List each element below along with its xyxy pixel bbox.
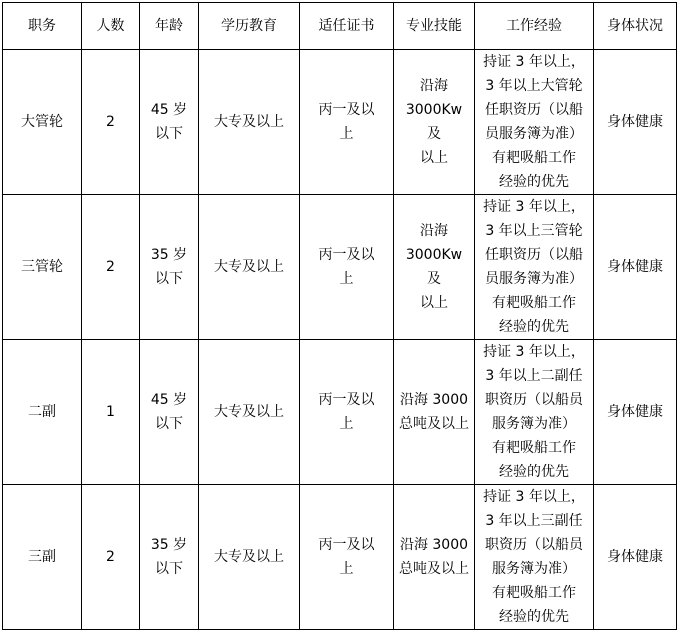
experience-cell: 持证 3 年以上， 3 年以上大管轮 任职资历（以船 员服务簿为准） 有耙吸船工作 经验的优先 — [475, 50, 594, 195]
skills-cell: 沿海 3000Kw 及 以上 — [394, 195, 475, 340]
table-header — [3, 3, 677, 50]
header-certificate: 适任证书 — [300, 3, 394, 50]
header-count: 人数 — [82, 3, 140, 50]
position-cell: 三管轮 — [3, 195, 82, 340]
education-cell: 大专及以上 — [199, 195, 300, 340]
education-cell: 大专及以上 — [199, 50, 300, 195]
certificate-cell: 丙一及以 上 — [300, 195, 394, 340]
certificate-cell: 丙一及以 上 — [300, 50, 394, 195]
header-row — [3, 3, 677, 50]
header-experience: 工作经验 — [475, 3, 594, 50]
certificate-cell: 丙一及以 上 — [300, 485, 394, 630]
header-position: 职务 — [3, 3, 82, 50]
experience-cell: 持证 3 年以上， 3 年以上三副任 职资历（以船员 服务簿为准） 有耙吸船工作 经验的优先 — [475, 485, 594, 630]
count-cell: 2 — [82, 50, 140, 195]
skills-cell: 沿海 3000Kw 及 以上 — [394, 50, 475, 195]
count-cell: 2 — [82, 195, 140, 340]
age-cell: 35 岁 以下 — [140, 485, 199, 630]
recruitment-table — [2, 2, 677, 630]
experience-cell: 持证 3 年以上， 3 年以上三管轮 任职资历（以船 员服务簿为准） 有耙吸船工作 经验的优先 — [475, 195, 594, 340]
position-cell: 三副 — [3, 485, 82, 630]
table-row — [3, 50, 677, 195]
health-cell: 身体健康 — [594, 340, 677, 485]
age-cell: 45 岁 以下 — [140, 340, 199, 485]
certificate-cell: 丙一及以 上 — [300, 340, 394, 485]
table-row — [3, 485, 677, 630]
skills-cell: 沿海 3000 总吨及以上 — [394, 340, 475, 485]
education-cell: 大专及以上 — [199, 340, 300, 485]
health-cell: 身体健康 — [594, 485, 677, 630]
skills-cell: 沿海 3000 总吨及以上 — [394, 485, 475, 630]
health-cell: 身体健康 — [594, 50, 677, 195]
position-cell: 大管轮 — [3, 50, 82, 195]
education-cell: 大专及以上 — [199, 485, 300, 630]
header-health: 身体状况 — [594, 3, 677, 50]
health-cell: 身体健康 — [594, 195, 677, 340]
count-cell: 1 — [82, 340, 140, 485]
header-education: 学历教育 — [199, 3, 300, 50]
header-age: 年龄 — [140, 3, 199, 50]
count-cell: 2 — [82, 485, 140, 630]
experience-cell: 持证 3 年以上， 3 年以上二副任 职资历（以船员 服务簿为准） 有耙吸船工作 经验的优先 — [475, 340, 594, 485]
header-skills: 专业技能 — [394, 3, 475, 50]
table-row — [3, 195, 677, 340]
age-cell: 35 岁 以下 — [140, 195, 199, 340]
table-row — [3, 340, 677, 485]
age-cell: 45 岁 以下 — [140, 50, 199, 195]
table-body — [3, 50, 677, 630]
position-cell: 二副 — [3, 340, 82, 485]
